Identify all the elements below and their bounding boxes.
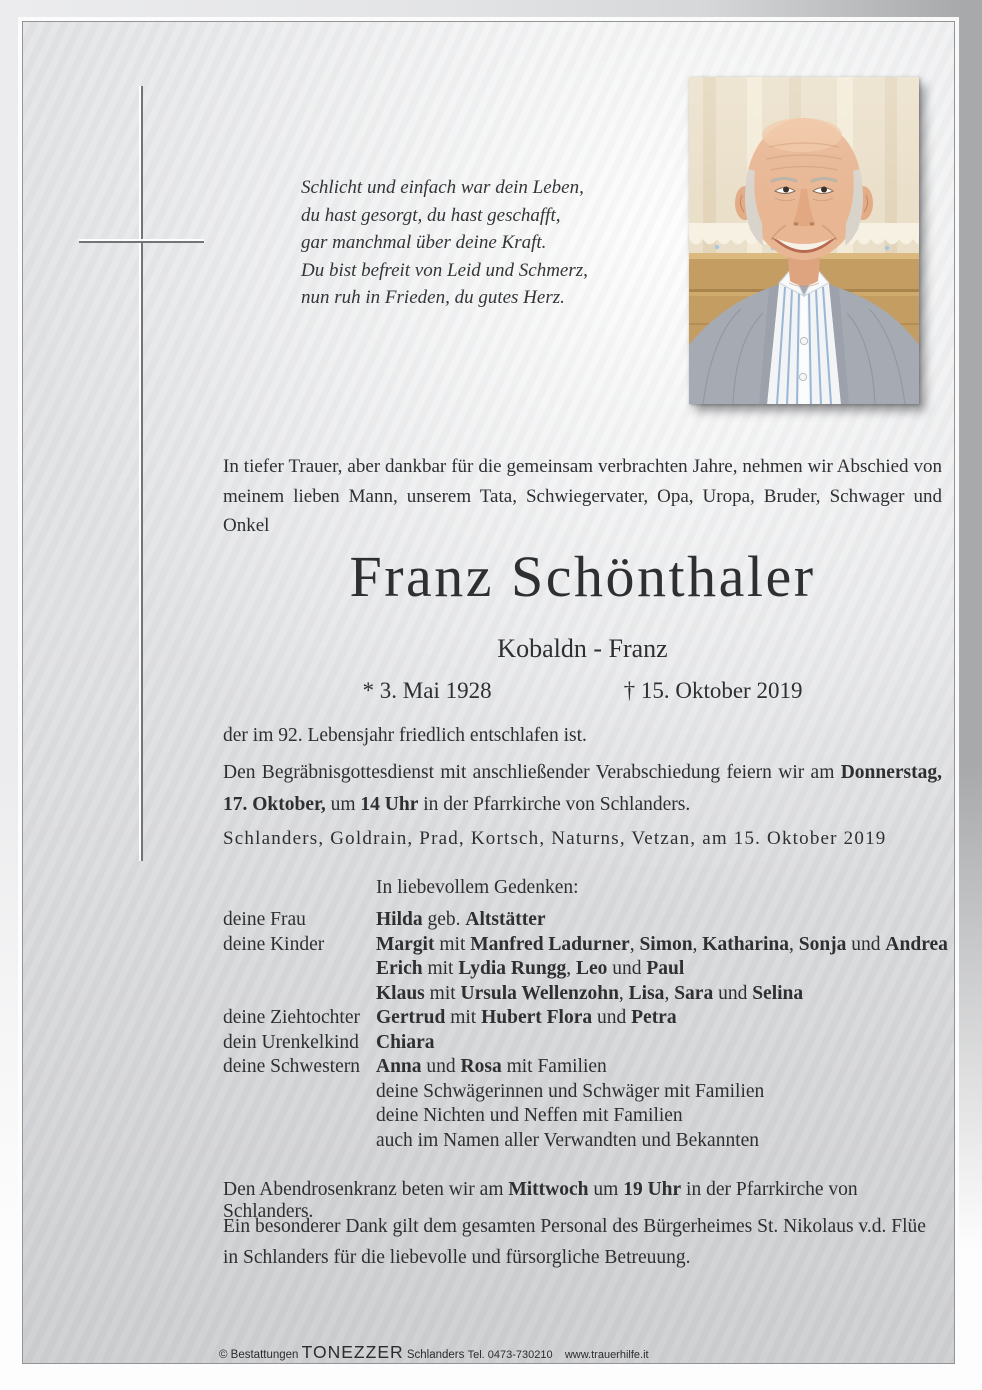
text-segment: TONEZZER xyxy=(301,1342,404,1362)
family-relation-label: deine Ziehtochter xyxy=(223,1007,360,1028)
obituary-card xyxy=(22,21,955,1364)
family-relation-label: deine Kinder xyxy=(223,933,325,955)
family-names xyxy=(376,957,948,982)
deceased-name: Franz Schönthaler xyxy=(349,544,816,609)
family-relation-label: deine Frau xyxy=(223,909,306,930)
thanks-paragraph: Ein besonderer Dank gilt dem gesamten Personal des Bürgerheimes St. Nikolaus v.d. Flüe in Schlanders für die liebevolle und fürsorgliche Betreuung. xyxy=(223,1216,926,1268)
text-segment: 14 Uhr xyxy=(360,793,419,815)
text-segment: Erich xyxy=(376,958,423,979)
text-segment: Lydia Rungg xyxy=(458,958,567,979)
text-segment: , xyxy=(629,933,640,955)
text-segment: mit xyxy=(422,958,459,979)
family-names xyxy=(376,1129,948,1154)
family-names xyxy=(376,1006,948,1031)
memorial-poem: Schlicht und einfach war dein Leben, du hast gesorgt, du hast geschafft, gar manchmal über deine Kraft. Du bist befreit von Leid und Schmerz, nun ruh in Frieden, du gutes Herz. xyxy=(301,177,588,308)
deceased-nickname: Kobaldn - Franz xyxy=(497,634,668,663)
text-segment: und xyxy=(713,982,753,1004)
text-segment: Anna xyxy=(376,1056,422,1077)
text-segment: , xyxy=(664,982,675,1004)
family-relation-label xyxy=(223,1129,376,1154)
text-segment: Donnerstag, 17. Oktober, xyxy=(223,762,942,815)
family-relation-label: dein Urenkelkind xyxy=(223,1031,359,1053)
memorial-cross-vertical xyxy=(141,86,143,861)
family-relation-label xyxy=(223,982,376,1007)
family-names xyxy=(376,982,948,1007)
text-segment: , xyxy=(618,982,629,1004)
text-segment: , xyxy=(566,958,576,979)
family-relation-label: deine Schwestern xyxy=(223,1056,360,1077)
text-segment: Andrea xyxy=(885,933,948,955)
text-segment: deine Nichten und Neffen mit Familien xyxy=(376,1105,683,1126)
family-names xyxy=(376,908,948,933)
text-segment: Den Abendrosenkranz beten wir am xyxy=(223,1179,509,1200)
text-segment: um xyxy=(588,1179,624,1200)
text-segment: Sonja xyxy=(798,933,847,955)
text-segment: Schlanders xyxy=(403,1349,468,1361)
announcement-intro: In tiefer Trauer, aber dankbar für die gemeinsam verbrachten Jahre, nehmen wir Abschied von meinem lieben Mann, unserem Tata, Schwiegervater, Opa, Uropa, Bruder, Schwager und Onkel xyxy=(223,456,942,536)
text-segment: Klaus xyxy=(376,982,425,1004)
text-segment xyxy=(553,1349,565,1361)
text-segment: und xyxy=(607,958,647,979)
photo-gloss xyxy=(689,77,919,404)
text-segment: Lisa xyxy=(628,982,665,1004)
text-segment: mit xyxy=(445,1007,482,1028)
text-segment: Gertrud xyxy=(376,1007,446,1028)
text-segment: www.trauerhilfe.it xyxy=(564,1349,649,1361)
text-segment: in der Pfarrkirche von Schlanders. xyxy=(418,793,691,815)
family-relation-label xyxy=(223,957,376,982)
funeral-home-footer xyxy=(219,1342,649,1363)
family-relation-label xyxy=(223,1104,376,1129)
text-segment: mit xyxy=(434,933,471,955)
text-segment: Den Begräbnisgottesdienst mit anschließender Verabschiedung feiern wir am xyxy=(223,762,841,783)
text-segment: 19 Uhr xyxy=(623,1179,682,1200)
text-segment: mit Familien xyxy=(501,1056,607,1077)
text-segment: Selina xyxy=(752,982,804,1004)
portrait-photo xyxy=(689,77,919,404)
family-names xyxy=(376,1104,948,1129)
text-segment: und xyxy=(421,1056,461,1077)
life-dates xyxy=(223,678,942,704)
remembrance-heading: In liebevollem Gedenken: xyxy=(376,877,579,898)
text-segment: Altstätter xyxy=(465,909,546,930)
text-segment: mit xyxy=(424,982,461,1004)
family-names xyxy=(376,1031,948,1056)
text-segment: deine Schwägerinnen und Schwäger mit Familien xyxy=(376,1080,765,1102)
funeral-announcement xyxy=(223,757,942,820)
text-segment: Hilda xyxy=(376,909,423,930)
text-segment: Simon xyxy=(639,933,693,955)
text-segment: , xyxy=(692,933,703,955)
text-segment: Ursula Wellenzohn xyxy=(460,982,619,1004)
text-segment: Chiara xyxy=(376,1031,435,1053)
text-segment: Leo xyxy=(575,958,608,979)
family-names xyxy=(376,1080,948,1105)
death-date: † 15. Oktober 2019 xyxy=(623,678,803,703)
birth-date: * 3. Mai 1928 xyxy=(362,678,492,703)
text-segment: Mittwoch xyxy=(508,1179,589,1200)
family-list xyxy=(223,908,948,1153)
family-relation-label xyxy=(223,1080,376,1105)
text-segment: Manfred Ladurner xyxy=(470,933,630,955)
text-segment: geb. xyxy=(422,909,466,930)
text-segment: Margit xyxy=(376,933,435,955)
text-segment: auch im Namen aller Verwandten und Bekannten xyxy=(376,1129,760,1151)
places-and-date-line: Schlanders, Goldrain, Prad, Kortsch, Naturns, Vetzan, am 15. Oktober 2019 xyxy=(223,828,887,849)
text-segment: © Bestattungen xyxy=(219,1349,302,1361)
text-segment: , xyxy=(788,933,799,955)
text-segment: Petra xyxy=(631,1007,677,1028)
text-segment: um xyxy=(325,793,361,815)
portrait-illustration xyxy=(689,77,919,404)
text-segment: und xyxy=(592,1007,632,1028)
text-segment: Hubert Flora xyxy=(481,1007,593,1028)
family-names xyxy=(376,1055,948,1080)
memorial-cross-horizontal xyxy=(79,241,204,243)
text-segment: Sara xyxy=(674,982,714,1004)
text-segment: in der Pfarrkirche von Schlanders. xyxy=(223,1179,858,1222)
text-segment: Tel. 0473-730210 xyxy=(467,1349,553,1361)
family-names xyxy=(376,933,948,958)
text-segment: Rosa xyxy=(460,1056,502,1077)
text-segment: Paul xyxy=(646,958,685,979)
text-segment: Katharina xyxy=(702,933,789,955)
passing-line: der im 92. Lebensjahr friedlich entschlafen ist. xyxy=(223,725,587,746)
text-segment: und xyxy=(846,933,886,955)
